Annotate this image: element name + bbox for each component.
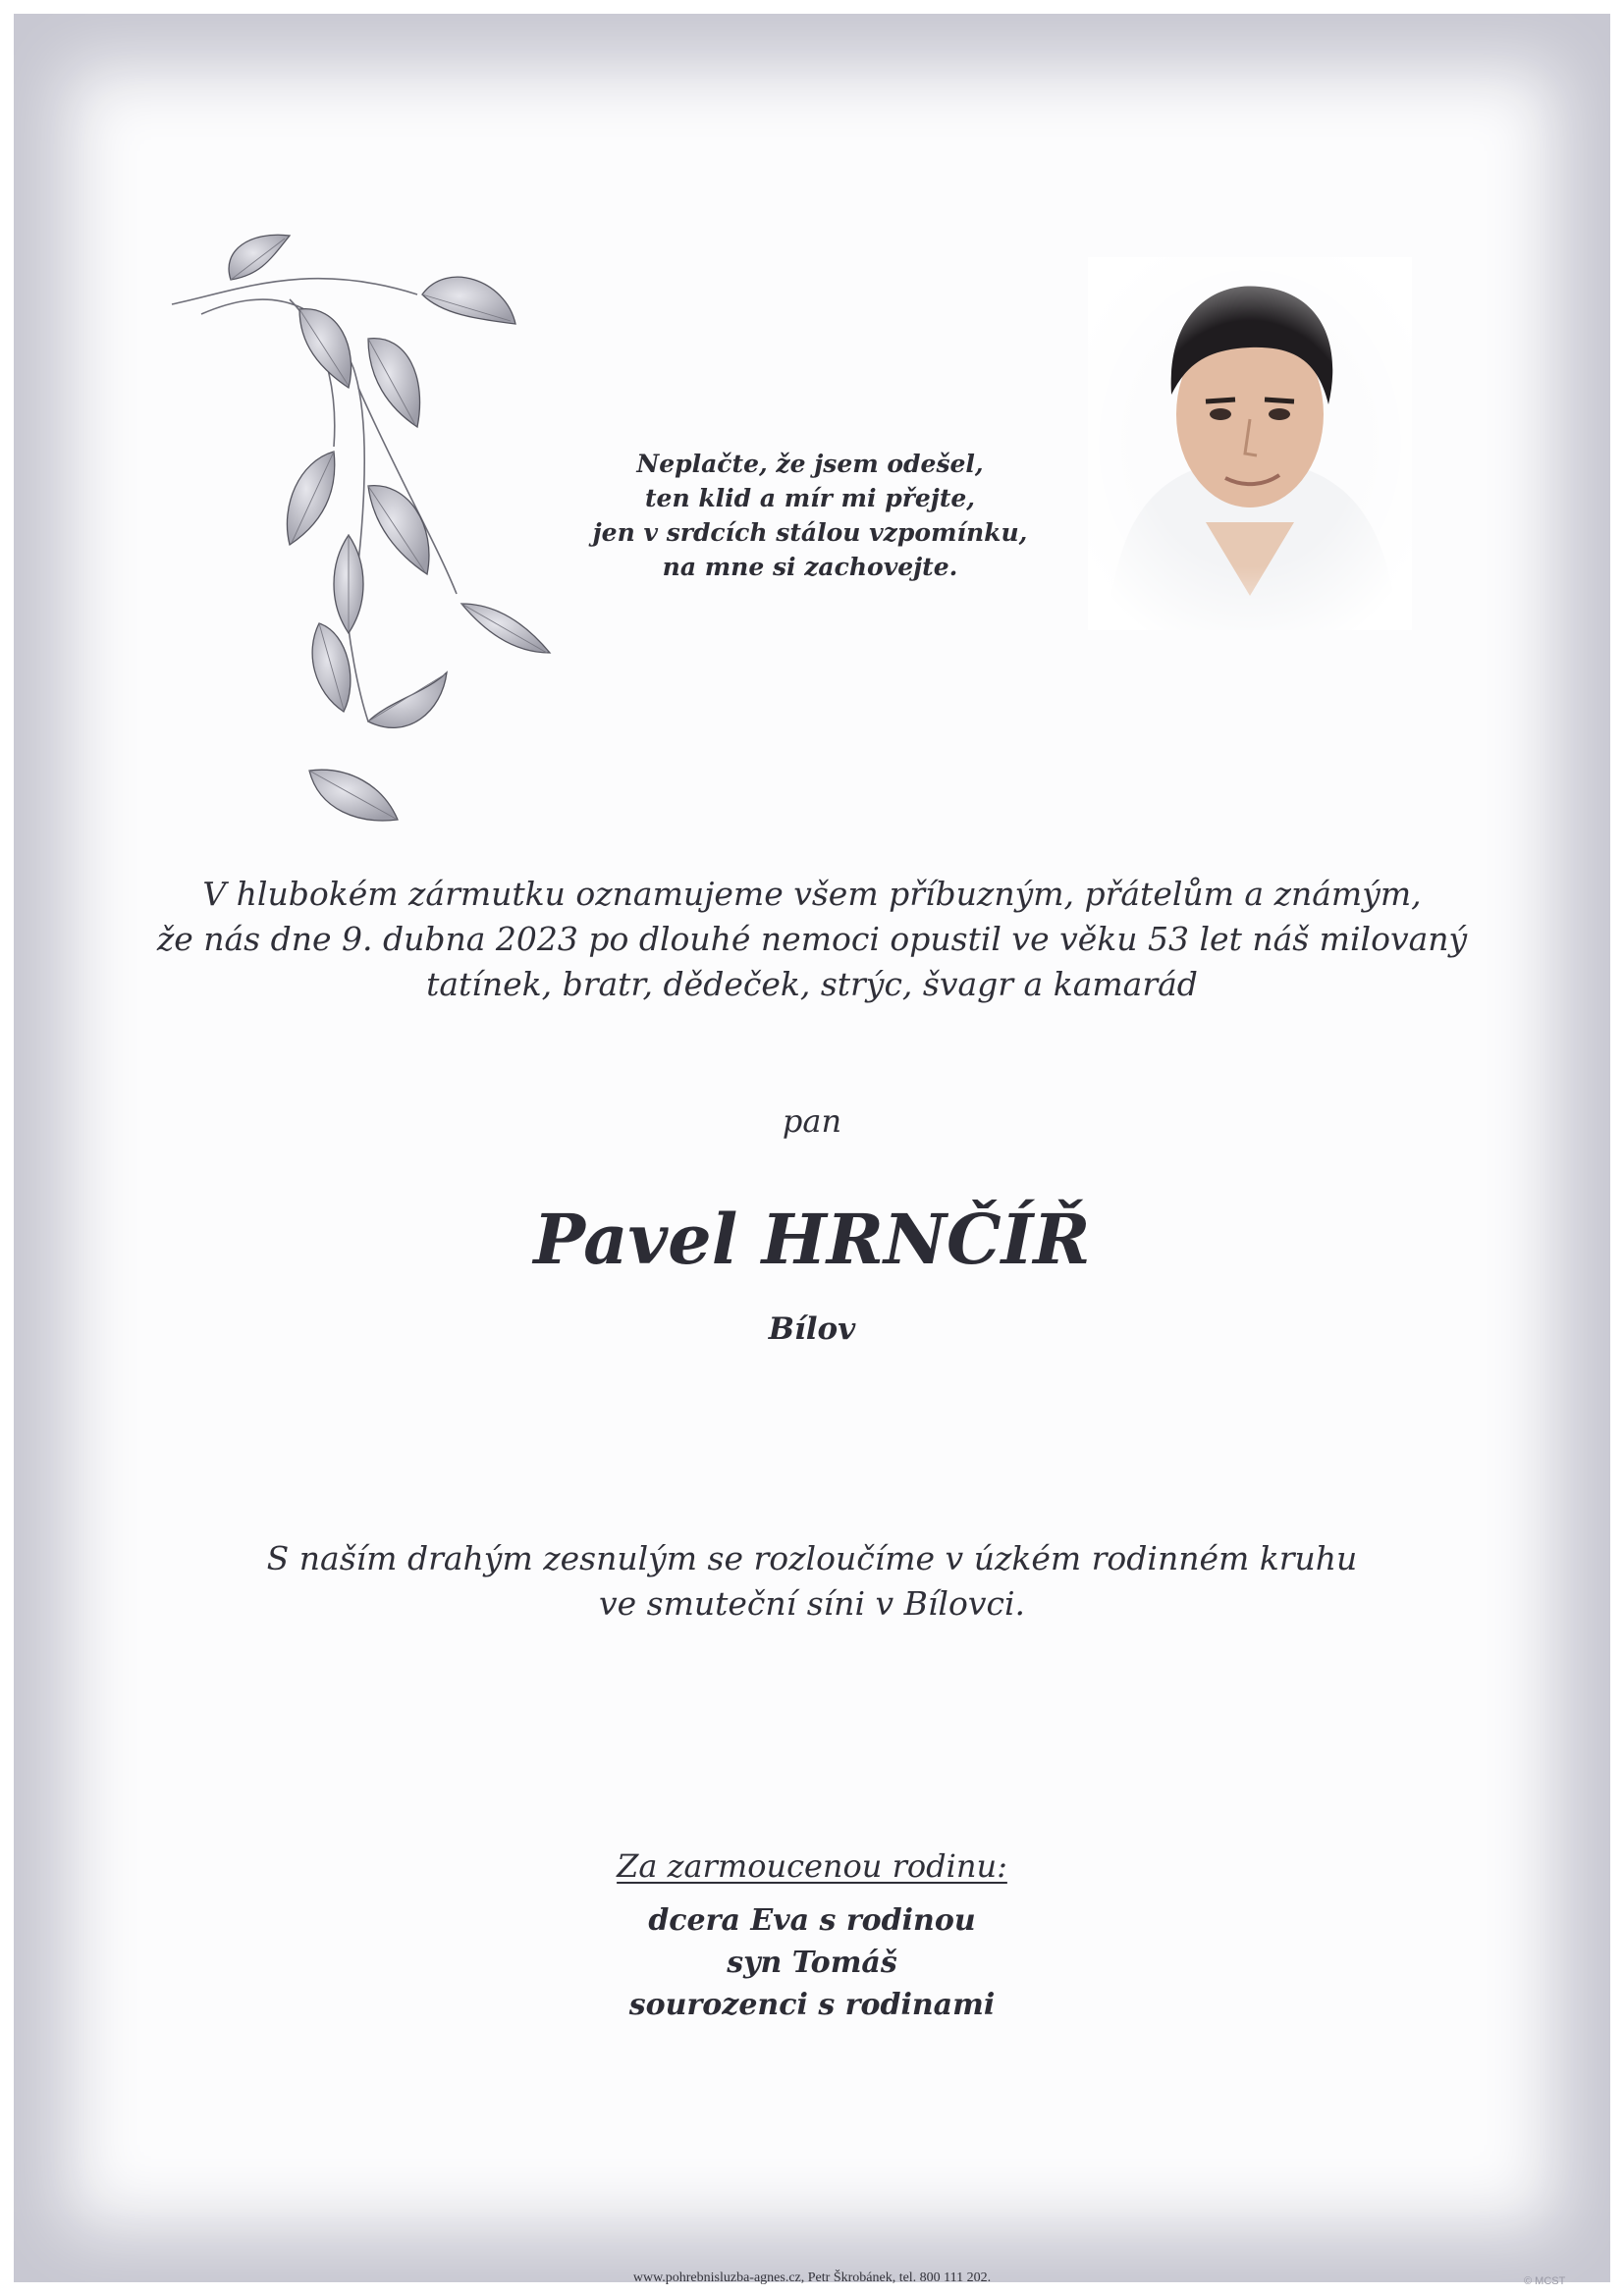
birch-branch-icon bbox=[162, 221, 594, 829]
farewell-line: S naším drahým zesnulým se rozloučíme v úzkém rodinném kruhu bbox=[266, 1539, 1358, 1577]
farewell-info bbox=[147, 1536, 1477, 1627]
deceased-name: Pavel HRNČÍŘ bbox=[533, 1199, 1091, 1280]
announcement-line: V hlubokém zármutku oznamujeme všem příbuzným, přátelům a známým, bbox=[202, 875, 1422, 913]
announcement-line: že nás dne 9. dubna 2023 po dlouhé nemoci opustil ve věku 53 let náš milovaný bbox=[156, 920, 1468, 958]
family-list bbox=[0, 1899, 1624, 2026]
verse-line: na mne si zachovejte. bbox=[662, 553, 958, 581]
death-announcement bbox=[118, 872, 1506, 1007]
family-member: syn Tomáš bbox=[727, 1946, 897, 1980]
family-heading bbox=[0, 1847, 1624, 1885]
honorific: pan bbox=[782, 1102, 842, 1140]
family-member: dcera Eva s rodinou bbox=[648, 1903, 976, 1938]
family-heading-text: Za zarmoucenou rodinu: bbox=[617, 1847, 1007, 1885]
copyright-mark: © MCST bbox=[1524, 2275, 1566, 2287]
portrait-photo bbox=[1088, 257, 1412, 630]
announcement-line: tatínek, bratr, dědeček, strýc, švagr a kamarád bbox=[426, 965, 1198, 1003]
verse-line: jen v srdcích stálou vzpomínku, bbox=[592, 518, 1028, 547]
family-member: sourozenci s rodinami bbox=[628, 1988, 996, 2022]
funeral-service-footer: www.pohrebnisluzba-agnes.cz, Petr Škrobánek, tel. 800 111 202. bbox=[632, 2270, 992, 2285]
verse-line: ten klid a mír mi přejte, bbox=[645, 484, 975, 512]
deceased-town: Bílov bbox=[768, 1311, 856, 1347]
verse-line: Neplačte, že jsem odešel, bbox=[636, 450, 984, 478]
memorial-verse bbox=[579, 447, 1041, 584]
farewell-line: ve smuteční síni v Bílovci. bbox=[598, 1584, 1026, 1623]
